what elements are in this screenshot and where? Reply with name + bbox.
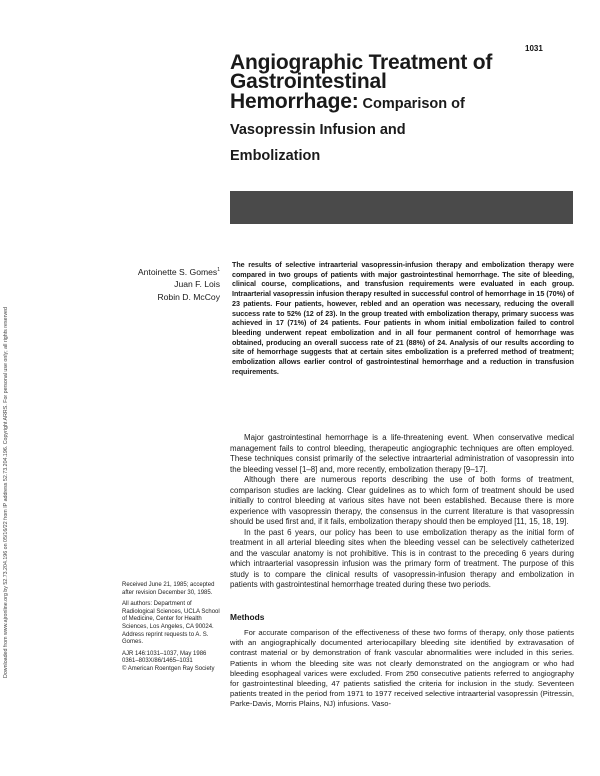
footnote-citation bbox=[122, 651, 224, 674]
title-line-5: Embolization bbox=[230, 148, 321, 164]
article-title bbox=[230, 53, 570, 169]
intro-paragraph-1: Major gastrointestinal hemorrhage is a life-threatening event. When conservative medical management fails to control bleeding, therapeutic angiographic techniques are often employed. These techniques consist primarily of the selective intraarterial administration of vasopressin into the bleeding vessel [1–8] and, more recently, embolization therapy [9–17]. bbox=[230, 433, 574, 474]
title-line-3-main: Hemorrhage: bbox=[230, 90, 359, 113]
author-1-name: Antoinette S. Gomes bbox=[137, 266, 218, 277]
footnote bbox=[122, 582, 224, 674]
author-list bbox=[138, 264, 220, 303]
abstract-text: The results of selective intraarterial vasopressin-infusion therapy and embolization therapy were compared in two groups of patients with major gastrointestinal hemorrhage. The site of bleeding, clinical course, complications, and transfusion requirements were evaluated in each group. Intraarterial vasopressin infusion therapy resulted in successful control of hemorrhage in 15 (70%) of 23 patients. Four patients, however, rebled and an operation was necessary, reducing the overall success rate to 52% (12 of 23). In the group treated with embolization therapy, primary success was achieved in 17 (71%) of 24 patients. Four patients in whom initial embolization failed to control bleeding underwent repeat embolization and in all four permanent control of hemorrhage was obtained, producing an overall success rate of 21 (88%) of 24. Analysis of our results according to site of hemorrhage suggests that at certain sites embolization is a preferred method of treatment; embolization allows earlier control of gastrointestinal hemorrhage and a reduction in transfusion requirements. bbox=[232, 260, 574, 376]
decorative-grey-bar bbox=[230, 191, 573, 224]
author-1-footnote-mark: 1 bbox=[217, 267, 220, 273]
footnote-received: Received June 21, 1985; accepted after revision December 30, 1985. bbox=[122, 582, 215, 596]
citation-line-3: © American Roentgen Ray Society bbox=[122, 665, 215, 672]
methods-heading: Methods bbox=[230, 612, 265, 622]
title-line-3-sub: Comparison of bbox=[358, 96, 465, 112]
citation-line-1: AJR 146:1031–1037, May 1986 bbox=[122, 650, 207, 657]
intro-paragraph-2: Although there are numerous reports describing the use of both forms of treatment, comparison studies are lacking. Clear guidelines as to which form of treatment should be used initially to control bleeding at various sites have not been established. Because there is more experience with vasopressin therapy, the consensus in the current literature is that vasopressin should be used first and, if it fails, embolization therapy should then be employed [11, 15, 18, 19]. bbox=[230, 475, 574, 526]
methods-section bbox=[230, 628, 574, 710]
intro-paragraph-3: In the past 6 years, our policy has been to use embolization therapy as the initial form of treatment in all arterial bleeding sites when the bleeding vessel can be selectively catheterized and the vascular anatomy is not prohibitive. This is in contrast to the preceding 6 years during which intraarterial vasopressin infusion was the primary form of treatment. The purpose of this study is to compare the clinical results of vasopressin-infusion therapy and embolization in patients with gastrointestinal hemorrhage treated during these two periods. bbox=[230, 527, 574, 589]
author-3: Robin D. McCoy bbox=[157, 291, 220, 302]
author-1 bbox=[138, 264, 220, 278]
abstract bbox=[232, 260, 574, 376]
title-line-3 bbox=[230, 91, 570, 117]
page-number: 1031 bbox=[525, 44, 543, 53]
title-line-2: Gastrointestinal bbox=[230, 70, 387, 93]
title-line-1: Angiographic Treatment of bbox=[230, 51, 493, 74]
footnote-affiliation: All authors: Department of Radiological Sciences, UCLA School of Medicine, Center for Health Sciences, Los Angeles, CA 90024. Address reprint requests to A. S. Gomes. bbox=[122, 601, 220, 646]
citation-line-2: 0361–803X/86/1465–1031 bbox=[122, 658, 193, 665]
introduction bbox=[230, 433, 574, 591]
author-2: Juan F. Lois bbox=[174, 279, 220, 290]
download-watermark: Downloaded from www.ajronline.org by 52.73.204.196 on 05/16/22 from IP address 52.73.204.196. Copyright ARRS. For personal use only; all rights reserved bbox=[3, 307, 9, 678]
methods-paragraph-1: For accurate comparison of the effectiveness of these two forms of therapy, only those patients with an angiographically documented arteriocapillary bleeding site identified by extravasation of contrast material or by demonstration of frank vascular abnormalities were included in this series. Patients in whom the bleeding site was not clearly demonstrated on the angiogram or who had bleeding esophageal varices were excluded. From 250 consecutive patients referred to angiography for gastrointestinal bleeding, 47 patients satisfied the criteria for inclusion in the study. Seventeen patients treated in the period from 1971 to 1977 received selective intraarterial vasopressin (Pitressin, Parke-Davis, Morris Plains, NJ) infusions. Vaso- bbox=[230, 628, 574, 709]
title-line-4: Vasopressin Infusion and bbox=[230, 122, 406, 138]
